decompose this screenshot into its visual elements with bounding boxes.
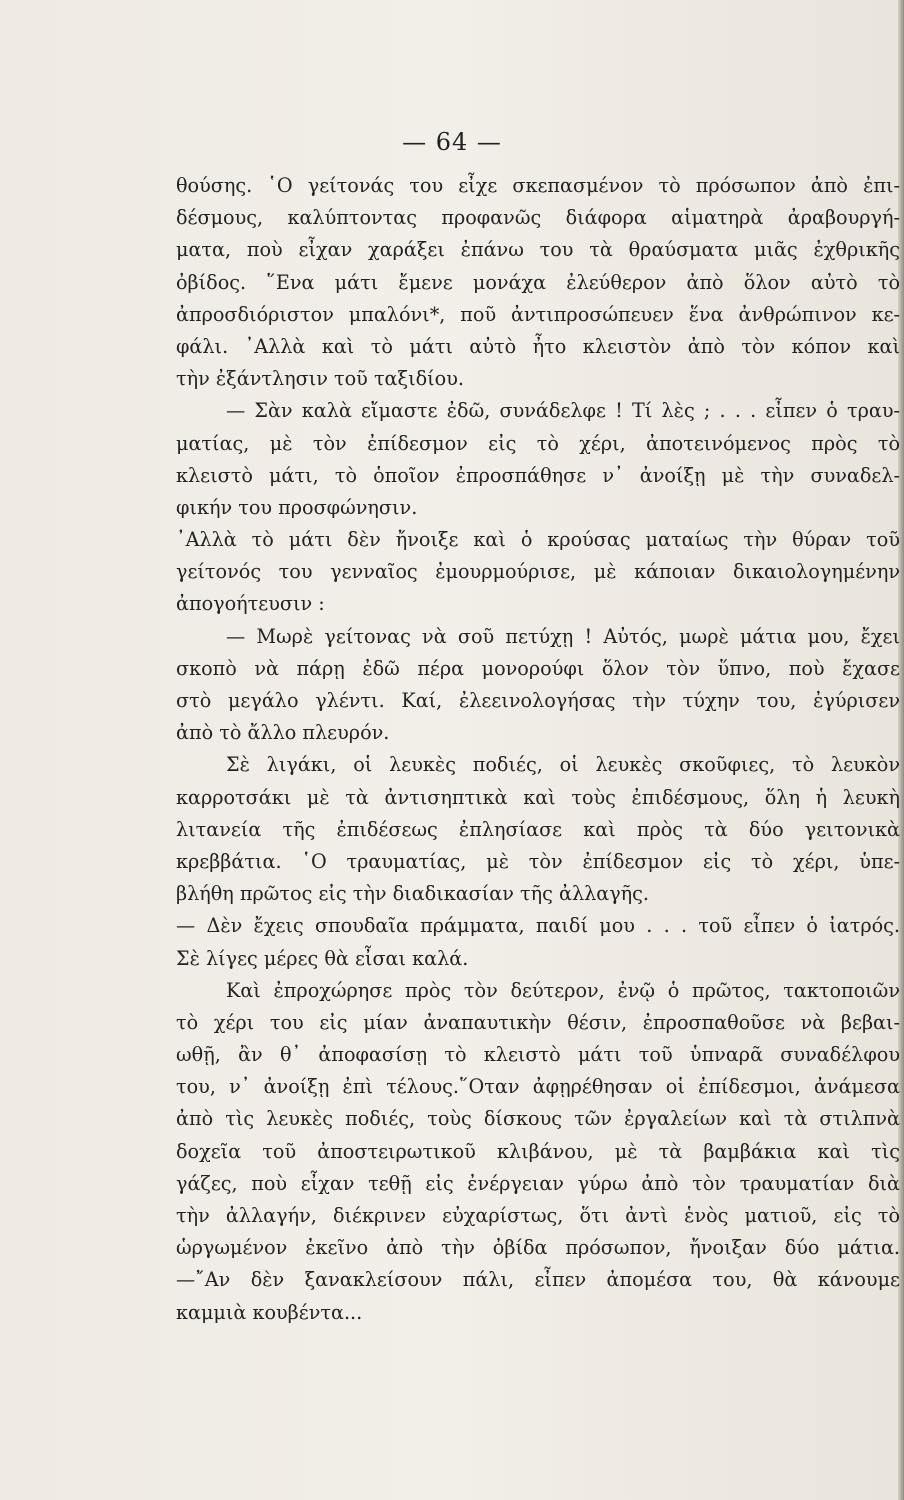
text-line: Σὲ λίγες μέρες θὰ εἶσαι καλά.: [176, 946, 469, 970]
text-line: τὸ χέρι του εἰς μίαν ἀναπαυτικὴν θέσιν, ἐπροσπαθοῦσε νὰ βεβαι-: [176, 1010, 900, 1034]
text-line: ἀπροσδιόριστον μπαλόνι*, ποῦ ἀντιπροσώπευεν ἕνα ἀνθρώπινον κε-: [176, 302, 900, 326]
text-line: — Σὰν καλὰ εἴμαστε ἐδῶ, συνάδελφε ! Τί λὲς ; . . . εἶπεν ὁ τραυ-: [226, 399, 900, 423]
text-line: δοχεῖα τοῦ ἀποστειρωτικοῦ κλιβάνου, μὲ τὰ βαμβάκια καὶ τὶς: [176, 1139, 900, 1163]
text-line: γείτονός του γενναῖος ἐμουρμούρισε, μὲ κάποιαν δικαιολογημένην: [176, 560, 900, 584]
text-line: —῎Αν δὲν ξανακλείσουν πάλι, εἶπεν ἀπομέσα του, θὰ κάνουμε: [176, 1268, 900, 1292]
text-line: ἀπὸ τὸ ἄλλο πλευρόν.: [176, 721, 390, 745]
text-line: του, ν᾿ ἀνοίξῃ ἐπὶ τέλους.῞Οταν ἀφῃρέθησαν οἱ ἐπίδεσμοι, ἀνάμεσα: [176, 1075, 900, 1099]
text-line: ἀπὸ τὶς λευκὲς ποδιές, τοὺς δίσκους τῶν ἐργαλείων καὶ τὰ στιλπνὰ: [176, 1107, 900, 1131]
text-line: τὴν ἐξάντλησιν τοῦ ταξιδίου.: [176, 367, 464, 391]
text-line: σκοπὸ νὰ πάρῃ ἐδῶ πέρα μονορούφι ὅλον τὸν ὕπνο, ποὺ ἔχασε: [176, 656, 900, 680]
text-line: δέσμους, καλύπτοντας προφανῶς διάφορα αἱματηρὰ ἀραβουργή-: [176, 206, 900, 230]
text-line: στὸ μεγάλο γλέντι. Καί, ἐλεεινολογήσας τὴν τύχην του, ἐγύρισεν: [176, 689, 900, 712]
text-line: ᾿Αλλὰ τὸ μάτι δὲν ἤνοιξε καὶ ὁ κρούσας ματαίως τὴν θύραν τοῦ: [176, 528, 900, 552]
text-line: τὴν ἀλλαγήν, διέκρινεν εὐχαρίστως, ὅτι ἀντὶ ἑνὸς ματιοῦ, εἰς τὸ: [176, 1204, 900, 1227]
page-number: — 64 —: [402, 128, 502, 156]
text-line: φάλι. ᾿Αλλὰ καὶ τὸ μάτι αὐτὸ ἦτο κλειστὸν ἀπὸ τὸν κόπον καὶ: [176, 334, 900, 358]
text-line: — Μωρὲ γείτονας νὰ σοῦ πετύχῃ ! Αὐτός, μωρὲ μάτια μου, ἔχει: [226, 624, 900, 648]
text-line: ὀβίδος. ῞Ενα μάτι ἔμενε μονάχα ἐλεύθερον ἀπὸ ὅλον αὐτὸ τὸ: [176, 270, 900, 294]
text-line: ἀπογοήτευσιν :: [176, 592, 325, 616]
text-line: φικήν του προσφώνησιν.: [176, 495, 418, 519]
text-line: ματα, ποὺ εἶχαν χαράξει ἐπάνω του τὰ θραύσματα μιᾶς ἐχθρικῆς: [176, 238, 900, 262]
text-line: βλήθη πρῶτος εἰς τὴν διαδικασίαν τῆς ἀλλαγῆς.: [176, 882, 650, 906]
text-line: — Δὲν ἔχεις σπουδαῖα πράμματα, παιδί μου . . . τοῦ εἶπεν ὁ ἰατρός.: [176, 914, 900, 938]
text-line: καμμιὰ κουβέντα...: [176, 1300, 363, 1324]
text-line: λιτανεία τῆς ἐπιδέσεως ἐπλησίασε καὶ πρὸς τὰ δύο γειτονικὰ: [176, 817, 900, 841]
text-line: γάζες, ποὺ εἶχαν τεθῇ εἰς ἐνέργειαν γύρω ἀπὸ τὸν τραυματίαν διὰ: [176, 1171, 900, 1195]
text-line: καρροτσάκι μὲ τὰ ἀντισηπτικὰ καὶ τοὺς ἐπιδέσμους, ὅλη ἡ λευκὴ: [176, 785, 900, 809]
text-line: θούσης. ῾Ο γείτονάς του εἶχε σκεπασμένον τὸ πρόσωπον ἀπὸ ἐπι-: [176, 174, 900, 197]
text-line: ωθῇ, ἂν θ᾿ ἀποφασίσῃ τὸ κλειστὸ μάτι τοῦ ὑπναρᾶ συναδέλφου: [176, 1043, 900, 1067]
text-line: κρεββάτια. ῾Ο τραυματίας, μὲ τὸν ἐπίδεσμον εἰς τὸ χέρι, ὑπε-: [176, 849, 900, 873]
body-text: [176, 170, 900, 1329]
text-line: ὡργωμένον ἐκεῖνο ἀπὸ τὴν ὀβίδα πρόσωπον, ἤνοιξαν δύο μάτια.: [176, 1236, 900, 1260]
text-line: Σὲ λιγάκι, οἱ λευκὲς ποδιές, οἱ λευκὲς σκοῦφιες, τὸ λευκὸν: [226, 753, 900, 777]
text-line: Καὶ ἐπροχώρησε πρὸς τὸν δεύτερον, ἐνῷ ὁ πρῶτος, τακτοποιῶν: [226, 978, 900, 1002]
text-line: κλειστὸ μάτι, τὸ ὁποῖον ἐπροσπάθησε ν᾿ ἀνοίξῃ μὲ τὴν συναδελ-: [176, 463, 900, 487]
text-line: ματίας, μὲ τὸν ἐπίδεσμον εἰς τὸ χέρι, ἀποτεινόμενος πρὸς τὸ: [176, 431, 900, 455]
